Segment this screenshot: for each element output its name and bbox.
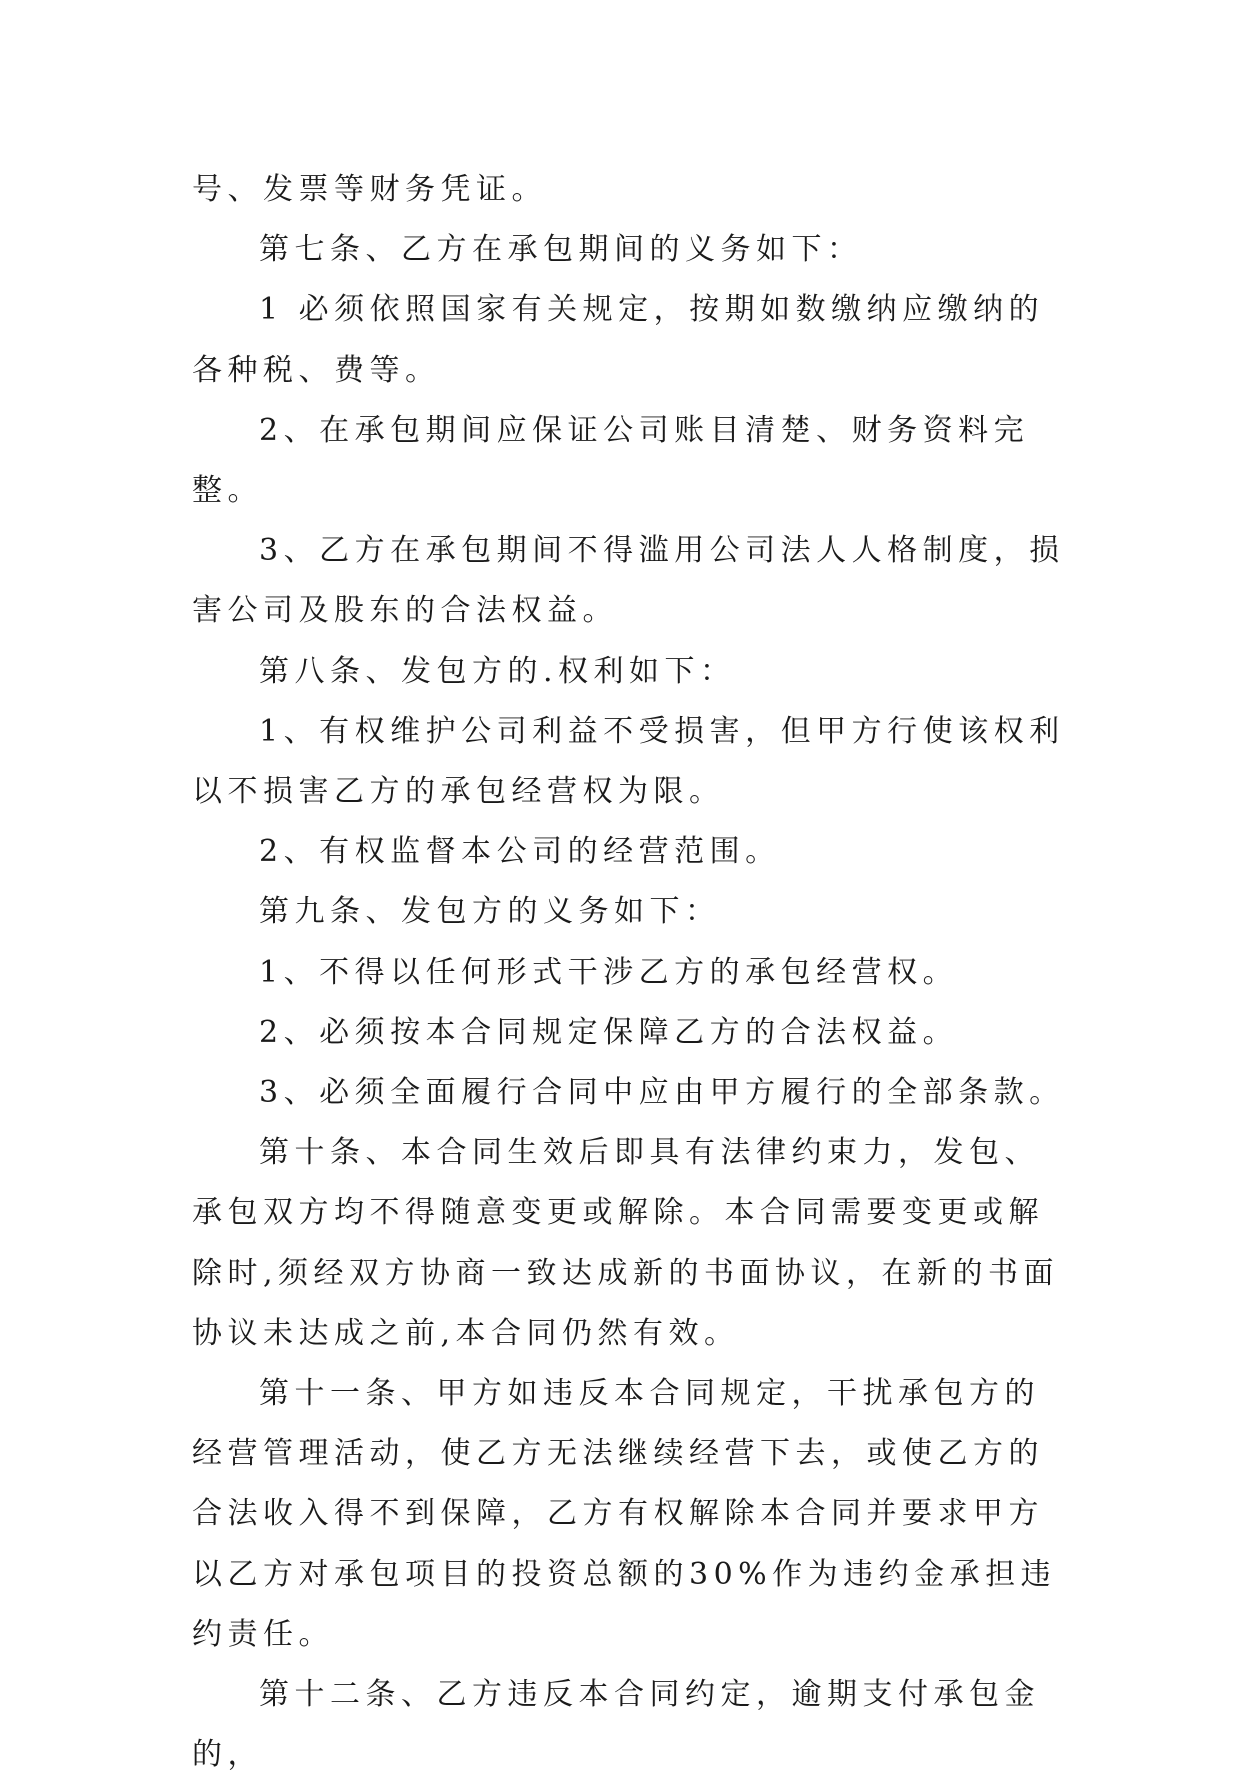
paragraph-article-7-item-2: 2、在承包期间应保证公司账目清楚、财务资料完整。 [192, 412, 1030, 509]
paragraph-article-12: 第十二条、乙方违反本合同约定，逾期支付承包金的， [192, 1677, 1040, 1773]
paragraph-article-7-item-3: 3、乙方在承包期间不得滥用公司法人人格制度，损害公司及股东的合法权益。 [192, 533, 1065, 629]
paragraph-article-7-heading: 第七条、乙方在承包期间的义务如下： [259, 232, 863, 268]
paragraph-article-9-item-3: 3、必须全面履行合同中应由甲方履行的全部条款。 [259, 1075, 1065, 1111]
paragraph-article-8-item-2: 2、有权监督本公司的经营范围。 [259, 834, 781, 870]
paragraph-continuation: 号、发票等财务凭证。 [192, 172, 547, 207]
paragraph-article-10: 第十条、本合同生效后即具有法律约束力，发包、承包双方均不得随意变更或解除。本合同需要变更或解除时,须经双方协商一致达成新的书面协议，在新的书面协议未达成之前,本合同仍然有效。 [192, 1135, 1060, 1351]
paragraph-article-9-heading: 第九条、发包方的义务如下： [259, 894, 721, 930]
paragraph-article-8-heading: 第八条、发包方的.权利如下： [259, 653, 736, 689]
paragraph-article-9-item-1: 1、不得以任何形式干涉乙方的承包经营权。 [259, 954, 959, 990]
paragraph-article-8-item-1: 1、有权维护公司利益不受损害，但甲方行使该权利以不损害乙方的承包经营权为限。 [192, 713, 1065, 810]
paragraph-article-7-item-1: 1 必须依照国家有关规定，按期如数缴纳应缴纳的各种税、费等。 [192, 292, 1045, 388]
document-body [192, 160, 1067, 1785]
paragraph-article-11: 第十一条、甲方如违反本合同规定，干扰承包方的经营管理活动，使乙方无法继续经营下去，或使乙方的合法收入得不到保障，乙方有权解除本合同并要求甲方以乙方对承包项目的投资总额的30%作为违约金承担违约责任。 [192, 1376, 1057, 1652]
paragraph-article-9-item-2: 2、必须按本合同规定保障乙方的合法权益。 [259, 1014, 959, 1050]
